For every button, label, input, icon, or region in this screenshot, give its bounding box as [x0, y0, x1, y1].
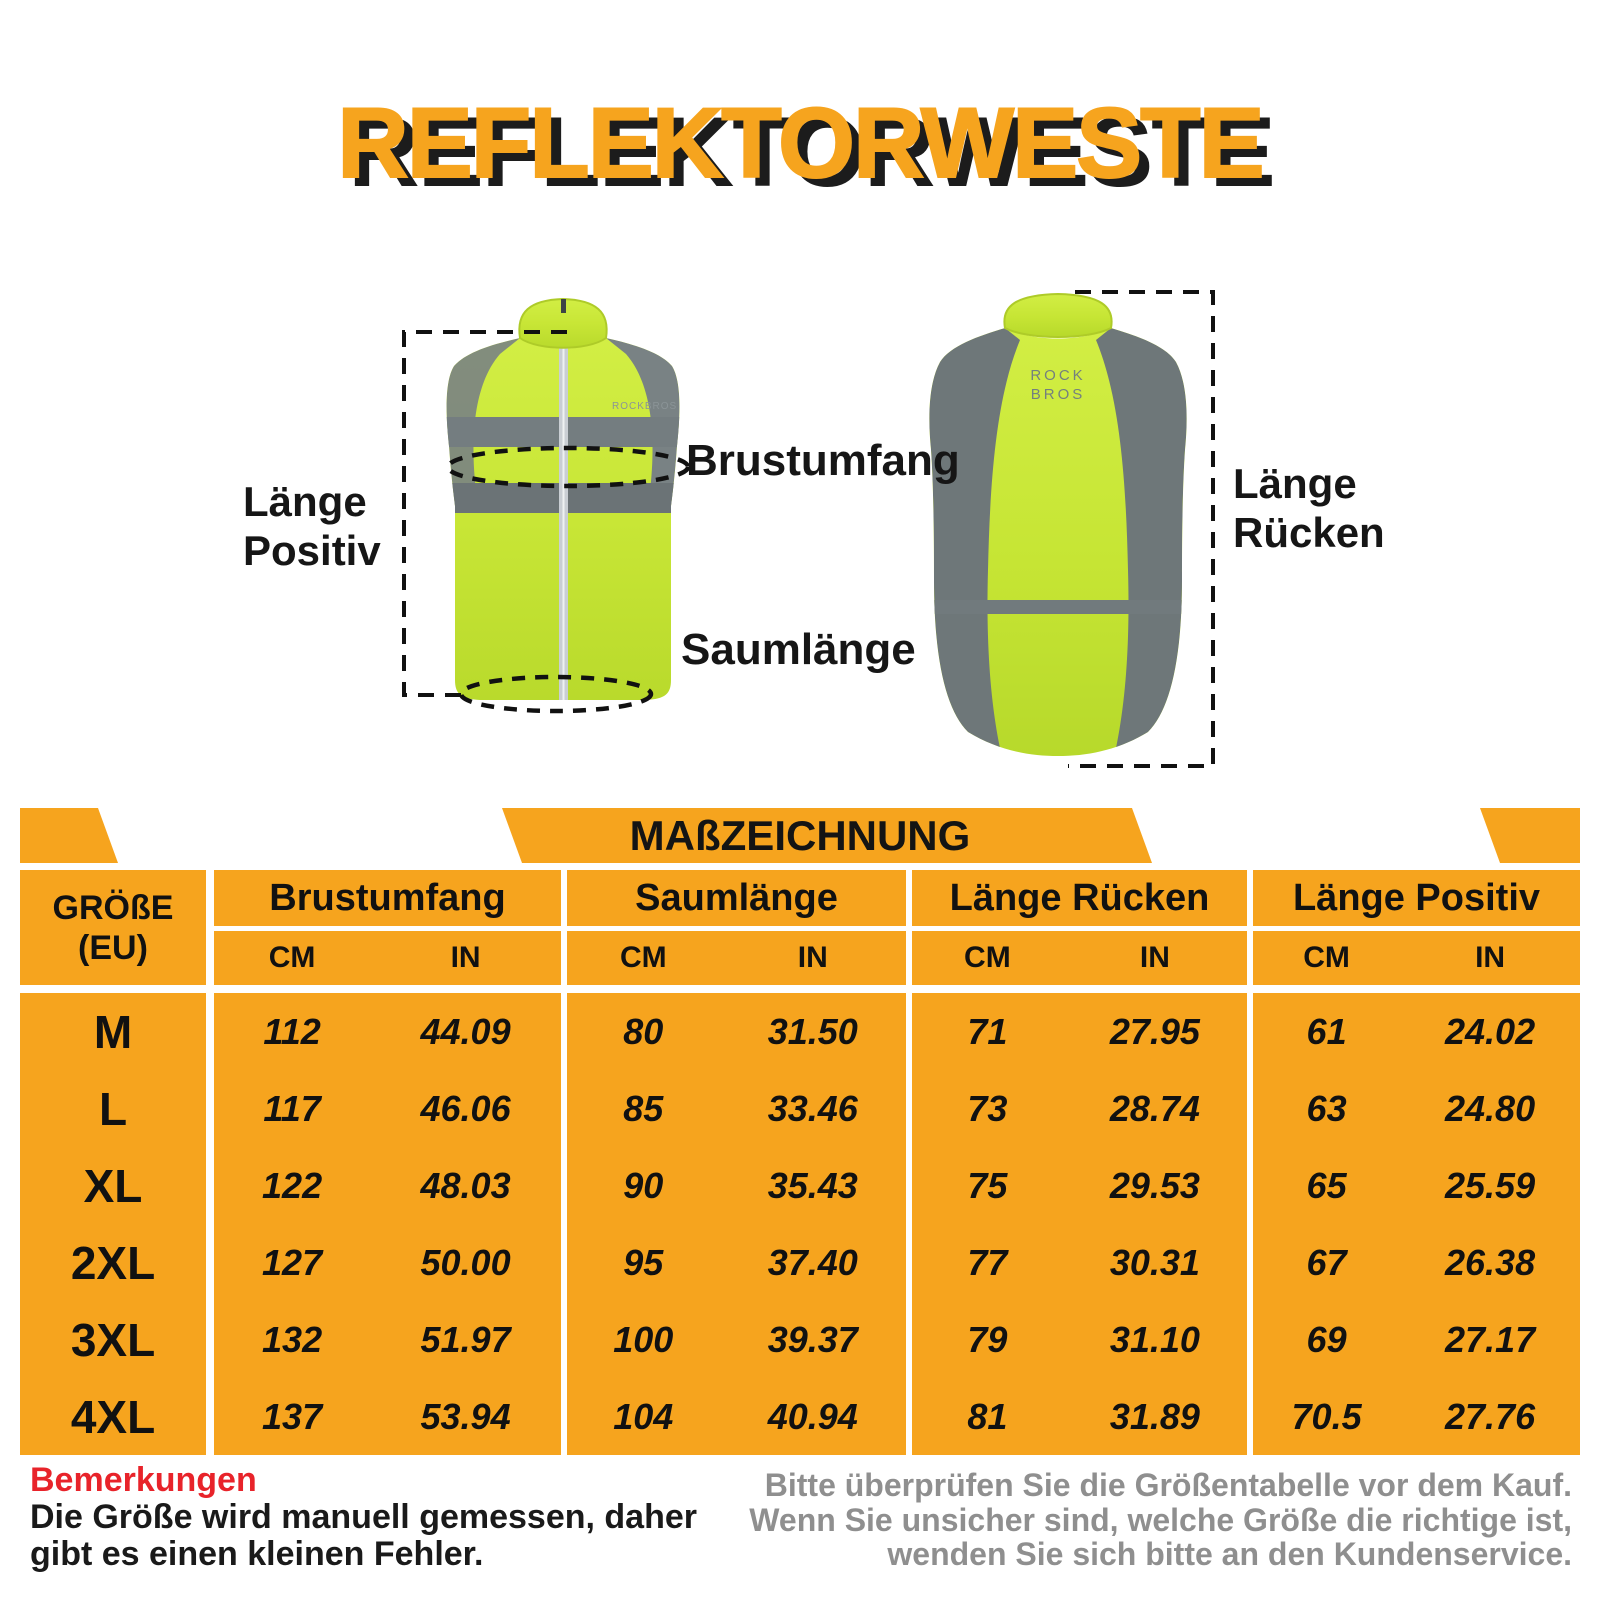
header-brustumfang: [214, 870, 561, 985]
value-cm: 117: [263, 1087, 321, 1129]
value-in: 27.17: [1445, 1318, 1536, 1360]
header-units: [1253, 931, 1580, 985]
value-in: 37.40: [767, 1241, 858, 1283]
table-row-values: [912, 1301, 1247, 1378]
value-cm: 104: [613, 1395, 674, 1437]
vest-back-image: [898, 280, 1222, 768]
table-body: [20, 993, 1580, 1455]
table-banner-title: MAßZEICHNUNG: [629, 811, 971, 859]
table-row-values: [567, 1301, 906, 1378]
label-line: Positiv: [243, 526, 381, 574]
table-column-laenge-positiv: [1253, 993, 1580, 1455]
table-column-sizes: [20, 993, 206, 1455]
table-row-values: [912, 1378, 1247, 1455]
value-cm: 71: [967, 1010, 1008, 1052]
unit-cm: CM: [1303, 941, 1350, 974]
value-cm: 75: [967, 1164, 1008, 1206]
table-row-values: [214, 1224, 561, 1301]
table-row-values: [567, 1378, 906, 1455]
value-in: 40.94: [767, 1395, 858, 1437]
header-size-line2: (EU): [78, 928, 148, 967]
value-in: 31.89: [1109, 1395, 1200, 1437]
table-row-values: [1253, 1070, 1580, 1147]
label-brustumfang: Brustumfang: [686, 436, 960, 485]
value-cm: 73: [967, 1087, 1008, 1129]
notice-line: wenden Sie sich bitte an den Kundenservice.: [887, 1536, 1572, 1572]
header-group-title: Länge Rücken: [912, 870, 1247, 931]
table-row-values: [214, 993, 561, 1070]
table-row-values: [214, 1070, 561, 1147]
size-row-label: XL: [83, 1159, 143, 1212]
table-row-values: [1253, 1147, 1580, 1224]
back-vest-logo-line2: BROS: [1030, 386, 1086, 403]
value-in: 27.95: [1109, 1010, 1200, 1052]
table-row-values: [1253, 1301, 1580, 1378]
table-row-values: [912, 1147, 1247, 1224]
header-saumlaenge: [567, 870, 906, 985]
label-laenge-ruecken: [1233, 460, 1385, 557]
table-row-values: [1253, 1378, 1580, 1455]
value-in: 28.74: [1109, 1087, 1200, 1129]
value-cm: 80: [623, 1010, 664, 1052]
header-group-title: Länge Positiv: [1253, 870, 1580, 931]
size-row-label: 4XL: [70, 1390, 156, 1443]
size-table: [20, 808, 1580, 1455]
header-size: [20, 870, 206, 985]
value-cm: 112: [263, 1010, 321, 1052]
value-cm: 63: [1306, 1087, 1347, 1129]
header-size-line1: GRÖßE: [52, 888, 174, 927]
table-row-values: [567, 1147, 906, 1224]
value-in: 24.02: [1445, 1010, 1536, 1052]
header-group-title: Brustumfang: [214, 870, 561, 931]
table-row-values: [567, 1224, 906, 1301]
value-in: 26.38: [1445, 1241, 1536, 1283]
value-in: 44.09: [420, 1010, 511, 1052]
label-laenge-positiv: [243, 478, 381, 575]
header-units: [567, 931, 906, 985]
unit-cm: CM: [268, 941, 316, 974]
unit-cm: CM: [964, 941, 1011, 974]
label-line: Rücken: [1233, 508, 1385, 556]
value-in: 51.97: [420, 1318, 511, 1360]
service-notice: [749, 1468, 1572, 1572]
table-banner: [20, 808, 1580, 863]
value-cm: 122: [262, 1164, 323, 1206]
table-header-row: [20, 870, 1580, 985]
table-row-values: [912, 993, 1247, 1070]
header-laenge-positiv: [1253, 870, 1580, 985]
table-row-values: [912, 1224, 1247, 1301]
table-row-values: [1253, 993, 1580, 1070]
table-column-saumlaenge: [567, 993, 906, 1455]
table-row-values: [214, 1378, 561, 1455]
value-cm: 127: [262, 1241, 323, 1283]
value-in: 48.03: [420, 1164, 511, 1206]
unit-in: IN: [1475, 941, 1506, 974]
unit-in: IN: [797, 941, 828, 974]
value-cm: 79: [967, 1318, 1008, 1360]
value-in: 53.94: [420, 1395, 511, 1437]
size-row-label: 3XL: [70, 1313, 156, 1366]
value-cm: 90: [623, 1164, 664, 1206]
value-cm: 132: [262, 1318, 323, 1360]
header-laenge-ruecken: [912, 870, 1247, 985]
unit-in: IN: [450, 941, 481, 974]
remarks-line: gibt es einen kleinen Fehler.: [30, 1535, 484, 1573]
table-row-values: [567, 993, 906, 1070]
front-vest-logo: ROCKBROS: [612, 401, 678, 412]
back-vest-logo-line1: ROCK: [1030, 367, 1086, 384]
table-row-values: [912, 1070, 1247, 1147]
size-row-label: M: [93, 1005, 133, 1058]
unit-cm: CM: [619, 941, 667, 974]
front-zipper-highlight: [563, 300, 565, 700]
value-cm: 61: [1306, 1010, 1347, 1052]
value-in: 31.10: [1109, 1318, 1200, 1360]
label-saumlaenge: Saumlänge: [681, 625, 916, 674]
table-column-laenge-ruecken: [912, 993, 1247, 1455]
notice-line: Wenn Sie unsicher sind, welche Größe die richtige ist,: [749, 1501, 1572, 1538]
value-in: 50.00: [420, 1241, 511, 1283]
value-cm: 137: [262, 1395, 323, 1437]
back-collar: [1004, 294, 1111, 337]
back-waist-stripe: [934, 600, 1182, 614]
label-line: Länge: [1233, 460, 1357, 507]
vest-front-image: [398, 278, 728, 720]
front-collar-zip-notch: [561, 299, 566, 313]
value-in: 31.50: [767, 1010, 858, 1052]
value-in: 30.31: [1109, 1241, 1200, 1283]
value-in: 39.37: [767, 1318, 858, 1360]
table-row-values: [214, 1147, 561, 1224]
header-group-title: Saumlänge: [567, 870, 906, 931]
value-in: 29.53: [1109, 1164, 1200, 1206]
value-in: 35.43: [767, 1164, 858, 1206]
value-cm: 81: [967, 1395, 1008, 1437]
table-row-values: [567, 1070, 906, 1147]
page-title: REFLEKTORWESTE: [337, 87, 1263, 198]
value-in: 25.59: [1445, 1164, 1536, 1206]
value-cm: 95: [623, 1241, 664, 1283]
value-cm: 69: [1306, 1318, 1347, 1360]
table-column-brustumfang: [214, 993, 561, 1455]
header-units: [912, 931, 1247, 985]
remarks-line: Die Größe wird manuell gemessen, daher: [30, 1498, 697, 1536]
value-cm: 70.5: [1291, 1395, 1362, 1437]
value-cm: 65: [1306, 1164, 1347, 1206]
value-in: 33.46: [767, 1087, 858, 1129]
value-in: 46.06: [420, 1087, 511, 1129]
notice-line: Bitte überprüfen Sie die Größentabelle vor dem Kauf.: [764, 1467, 1572, 1503]
value-in: 24.80: [1445, 1087, 1536, 1129]
value-in: 27.76: [1445, 1395, 1536, 1437]
value-cm: 100: [613, 1318, 674, 1360]
vest-diagram: [0, 230, 1600, 800]
value-cm: 67: [1306, 1241, 1347, 1283]
table-row-values: [214, 1301, 561, 1378]
unit-in: IN: [1139, 941, 1170, 974]
label-line: Länge: [243, 478, 367, 525]
value-cm: 85: [623, 1087, 664, 1129]
size-row-label: L: [98, 1082, 128, 1135]
table-row-values: [1253, 1224, 1580, 1301]
header-units: [214, 931, 561, 985]
size-row-label: 2XL: [70, 1236, 156, 1289]
value-cm: 77: [967, 1241, 1008, 1283]
remarks-heading: Bemerkungen: [30, 1461, 257, 1499]
remarks-note: [30, 1462, 697, 1573]
